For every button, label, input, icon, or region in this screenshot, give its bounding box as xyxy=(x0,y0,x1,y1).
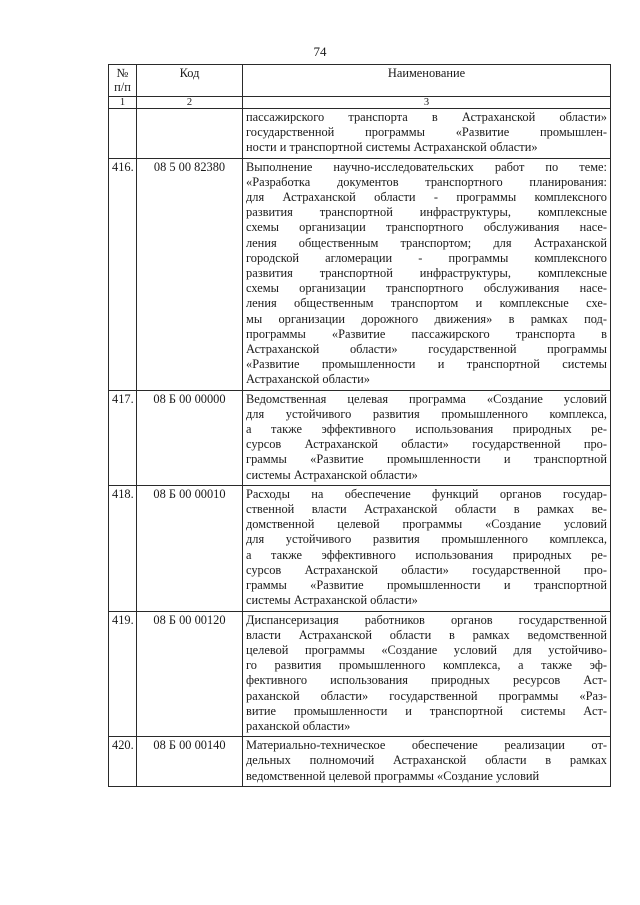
row-name-line: ления общественным транспортом и комплексные схе- xyxy=(246,296,607,311)
row-number: 418. xyxy=(109,485,137,611)
row-name-line: дельных полномочий Астраханской области в рамках xyxy=(246,753,607,768)
row-name-line: го развития промышленного комплекса, а также эф- xyxy=(246,658,607,673)
row-name-line: власти Астраханской области в рамках ведомственной xyxy=(246,627,607,642)
row-name-line: Материально-техническое обеспечение реализации от- xyxy=(246,738,607,753)
row-name-line: а также эффективного использования природных ре- xyxy=(246,422,607,437)
row-number: 420. xyxy=(109,737,137,787)
column-index-2: 2 xyxy=(137,97,243,109)
row-name-line: а также эффективного использования природных ре- xyxy=(246,547,607,562)
row-name-line: системы Астраханской области» xyxy=(246,593,418,608)
row-name-line: фективного использования природных ресурсов Аст- xyxy=(246,673,607,688)
row-name-line: системы Астраханской области» xyxy=(246,467,418,482)
table-row xyxy=(109,611,611,737)
row-name-line: сурсов Астраханской области» государственной про- xyxy=(246,562,607,577)
row-name xyxy=(243,390,611,485)
row-name-line: ности и транспортной системы Астраханской области» xyxy=(246,140,538,155)
row-name-line: Астраханской области» государственной программы xyxy=(246,342,607,357)
row-name-line: ведомственной целевой программы «Создание условий xyxy=(246,768,540,783)
row-name xyxy=(243,737,611,787)
row-name-line: «Разработка документов транспортного планирования: xyxy=(246,174,607,189)
row-name-line: Ведомственная целевая программа «Создание условий xyxy=(246,391,607,406)
row-name xyxy=(243,158,611,390)
column-index-3: 3 xyxy=(243,97,611,109)
row-name-line: схемы организации транспортного обслуживания насе- xyxy=(246,281,607,296)
row-name-line: для устойчивого развития промышленного комплекса, xyxy=(246,406,607,421)
row-name-line: пассажирского транспорта в Астраханской области» xyxy=(246,110,607,124)
row-name-line: Выполнение научно-исследовательских работ по теме: xyxy=(246,159,607,174)
row-name-line: граммы «Развитие промышленности и транспортной xyxy=(246,452,607,467)
row-name-line: витие промышленности и транспортной системы Аст- xyxy=(246,703,607,718)
row-name-line: домственной целевой программы «Создание условий xyxy=(246,517,607,532)
header-name: Наименование xyxy=(243,65,611,97)
row-name-line: развития транспортной инфраструктуры, комплексные xyxy=(246,205,607,220)
header-code: Код xyxy=(137,65,243,97)
row-code: 08 Б 00 00140 xyxy=(137,737,243,787)
row-name-line: для устойчивого развития промышленного комплекса, xyxy=(246,532,607,547)
row-name xyxy=(243,485,611,611)
column-index-row xyxy=(109,97,611,109)
table-row xyxy=(109,485,611,611)
row-name-line: граммы «Развитие промышленности и транспортной xyxy=(246,578,607,593)
row-name-line: государственной программы «Развитие промышлен- xyxy=(246,125,607,140)
row-number: 417. xyxy=(109,390,137,485)
row-name-line: целевой программы «Создание условий для устойчиво- xyxy=(246,642,607,657)
row-code: 08 Б 00 00120 xyxy=(137,611,243,737)
row-number: 419. xyxy=(109,611,137,737)
row-name-line: раханской области» xyxy=(246,718,351,733)
row-name-line: ления общественным транспортом; для Астраханской xyxy=(246,235,607,250)
row-name-line: Расходы на обеспечение функций органов государ- xyxy=(246,486,607,501)
table-row xyxy=(109,109,611,159)
table-row xyxy=(109,737,611,787)
row-name-line: ственной власти Астраханской области в рамках ве- xyxy=(246,502,607,517)
row-name-line: развития транспортной инфраструктуры, комплексные xyxy=(246,266,607,281)
row-code: 08 Б 00 00010 xyxy=(137,485,243,611)
row-name xyxy=(243,611,611,737)
row-name-line: схемы организации транспортного обслуживания насе- xyxy=(246,220,607,235)
row-number xyxy=(109,109,137,159)
page-number: 74 xyxy=(313,44,327,59)
row-code: 08 5 00 82380 xyxy=(137,158,243,390)
row-name-line: программы «Развитие пассажирского транспорта в xyxy=(246,326,607,341)
row-name-line: мы организации дорожного движения» в рамках под- xyxy=(246,311,607,326)
budget-classification-table xyxy=(108,64,611,787)
row-name-line: раханской области» государственной программы «Раз- xyxy=(246,688,607,703)
row-name-line: сурсов Астраханской области» государственной про- xyxy=(246,437,607,452)
row-code: 08 Б 00 00000 xyxy=(137,390,243,485)
row-code xyxy=(137,109,243,159)
row-number: 416. xyxy=(109,158,137,390)
row-name-line: для Астраханской области - программы комплексного xyxy=(246,190,607,205)
row-name-line: Диспансеризация работников органов государственной xyxy=(246,612,607,627)
row-name-line: городской агломерации - программы комплексного xyxy=(246,250,607,265)
column-index-1: 1 xyxy=(109,97,137,109)
table-row xyxy=(109,390,611,485)
row-name xyxy=(243,109,611,159)
table-row xyxy=(109,158,611,390)
header-number: № п/п xyxy=(109,65,137,97)
table-header-row xyxy=(109,65,611,97)
row-name-line: «Развитие промышленности и транспортной системы xyxy=(246,357,607,372)
row-name-line: Астраханской области» xyxy=(246,372,370,387)
